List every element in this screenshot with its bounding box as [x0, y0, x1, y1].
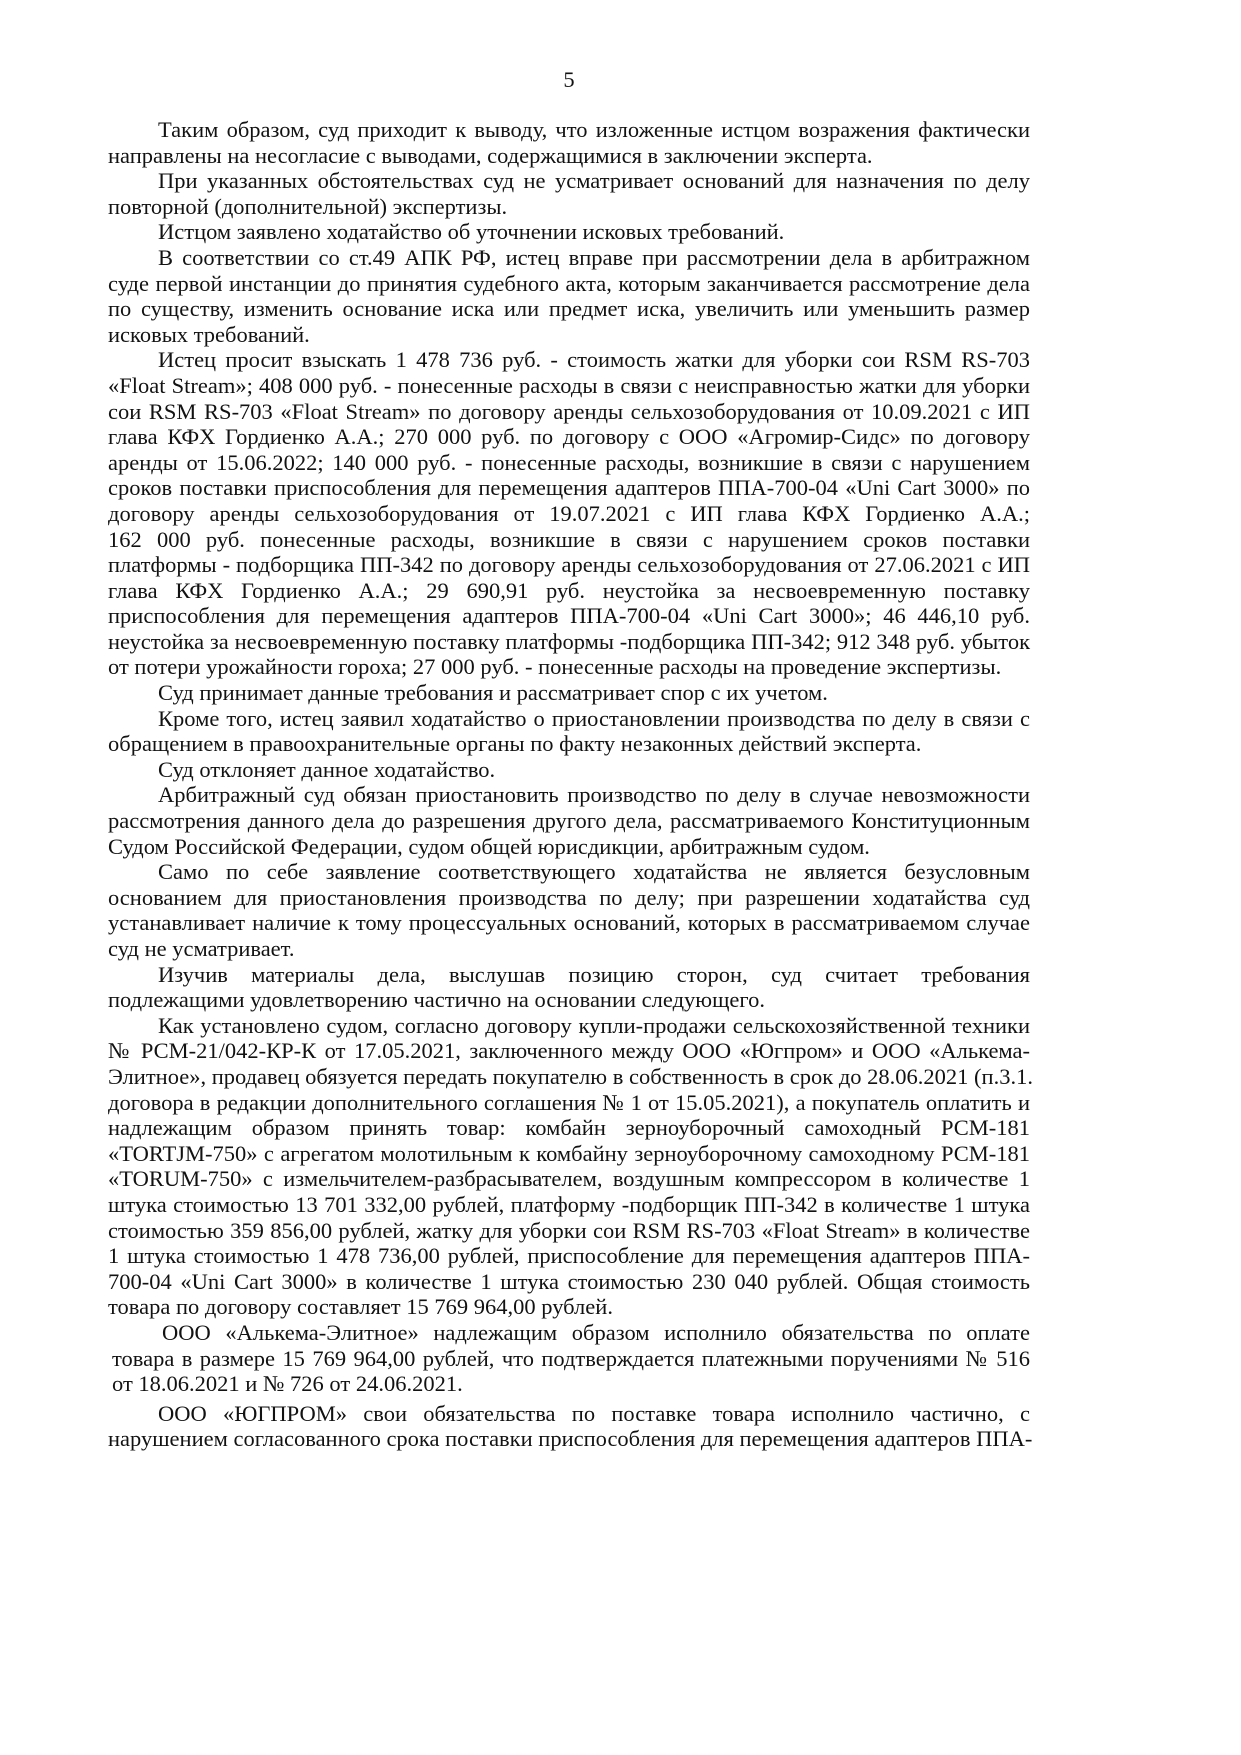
- text-line: Судом Российской Федерации, судом общей юрисдикции, арбитражным судом.: [108, 833, 870, 859]
- paragraph: [108, 1320, 1030, 1397]
- text-line: повторной (дополнительной) экспертизы.: [108, 193, 508, 219]
- text-line: глава КФХ Гордиенко А.А.; 270 000 руб. по договору с ООО «Агромир-Сидс» по договору: [108, 424, 1030, 450]
- text-line: Суд принимает данные требования и рассматривает спор с их учетом.: [158, 680, 828, 706]
- text-line: штука стоимостью 13 701 332,00 рублей, платформу -подборщик ПП-342 в количестве 1 штука: [108, 1191, 1030, 1217]
- text-line: сои RSM RS-703 «Float Stream» по договору аренды сельхозоборудования от 10.09.2021 с ИП: [108, 398, 1030, 424]
- paragraph: [108, 757, 1030, 783]
- text-line: суде первой инстанции до принятия судебного акта, которым заканчивается рассмотрение дела: [108, 270, 1030, 296]
- text-line: Элитное», продавец обязуется передать покупателю в собственность в срок до 28.06.2021 (п.3.1.: [108, 1063, 1033, 1089]
- text-line: надлежащим образом принять товар: комбайн зерноуборочный самоходный РСМ-181: [108, 1115, 1030, 1141]
- paragraph: [108, 168, 1030, 219]
- text-line: договору аренды сельхозоборудования от 19.07.2021 с ИП глава КФХ Гордиенко А.А.;: [108, 500, 1030, 526]
- text-line: Как установлено судом, согласно договору купли-продажи сельскохозяйственной техники: [158, 1012, 1030, 1038]
- text-line: направлены на несогласие с выводами, содержащимися в заключении эксперта.: [108, 142, 873, 168]
- text-line: аренды от 15.06.2022; 140 000 руб. - понесенные расходы, возникшие в связи с нарушением: [108, 449, 1030, 475]
- text-line: 162 000 руб. понесенные расходы, возникшие в связи с нарушением сроков поставки: [108, 526, 1030, 552]
- text-line: При указанных обстоятельствах суд не усматривает оснований для назначения по делу: [158, 168, 1030, 194]
- paragraph: [108, 245, 1030, 347]
- text-line: рассмотрения данного дела до разрешения другого дела, рассматриваемого Конституционным: [108, 808, 1030, 834]
- text-line: неустойка за несвоевременную поставку платформы -подборщика ПП-342; 912 348 руб. убыток: [108, 628, 1030, 654]
- text-line: исковых требований.: [108, 321, 310, 347]
- text-line: ООО «ЮГПРОМ» свои обязательства по поставке товара исполнило частично, с: [158, 1400, 1030, 1426]
- paragraph: [108, 1012, 1033, 1320]
- text-line: В соответствии со ст.49 АПК РФ, истец вправе при рассмотрении дела в арбитражном: [158, 244, 1030, 270]
- paragraph: [108, 706, 1030, 757]
- text-line: платформы - подборщика ПП-342 по договору аренды сельхозоборудования от 27.06.2021 с ИП: [108, 552, 1030, 578]
- text-line: глава КФХ Гордиенко А.А.; 29 690,91 руб. неустойка за несвоевременную поставку: [108, 577, 1030, 603]
- text-line: основанием для приостановления производства по делу; при разрешении ходатайства суд: [108, 884, 1030, 910]
- text-line: обращением в правоохранительные органы по факту незаконных действий эксперта.: [108, 731, 922, 757]
- paragraph: [108, 1400, 1033, 1452]
- text-line: нарушением согласованного срока поставки приспособления для перемещения адаптеров ППА-: [108, 1426, 1033, 1452]
- text-line: Изучив материалы дела, выслушав позицию сторон, суд считает требования: [158, 961, 1030, 987]
- document-body: [108, 117, 1033, 1452]
- text-line: от 18.06.2021 и № 726 от 24.06.2021.: [112, 1371, 463, 1397]
- text-line: «TORUM-750» с измельчителем-разбрасывателем, воздушным компрессором в количестве 1: [108, 1166, 1030, 1192]
- paragraph: [108, 680, 1030, 706]
- text-line: товара в размере 15 769 964,00 рублей, что подтверждается платежными поручениями № 516: [112, 1345, 1030, 1371]
- text-line: № РСМ-21/042-КР-К от 17.05.2021, заключенного между ООО «Югпром» и ООО «Алькема-: [108, 1038, 1030, 1064]
- page-number: 5: [563, 67, 575, 92]
- text-line: Истцом заявлено ходатайство об уточнении исковых требований.: [158, 219, 785, 245]
- text-line: сроков поставки приспособления для перемещения адаптеров ППА-700-04 «Uni Cart 3000» по: [108, 475, 1030, 501]
- text-line: ООО «Алькема-Элитное» надлежащим образом исполнило обязательства по оплате: [162, 1319, 1030, 1345]
- text-line: 1 штука стоимостью 1 478 736,00 рублей, приспособление для перемещения адаптеров ППА-: [108, 1243, 1030, 1269]
- text-line: Таким образом, суд приходит к выводу, что изложенные истцом возражения фактически: [158, 117, 1030, 142]
- paragraph: [108, 347, 1030, 680]
- paragraph: [108, 117, 1030, 168]
- text-line: договора в редакции дополнительного соглашения № 1 от 15.05.2021), а покупатель оплатить и: [108, 1089, 1030, 1115]
- paragraph: [108, 962, 1030, 1013]
- text-line: товара по договору составляет 15 769 964,00 рублей.: [108, 1294, 613, 1320]
- text-line: подлежащими удовлетворению частично на основании следующего.: [108, 987, 765, 1013]
- text-line: суд не усматривает.: [108, 936, 295, 961]
- text-line: 700-04 «Uni Cart 3000» в количестве 1 штука стоимостью 230 040 рублей. Общая стоимость: [108, 1268, 1030, 1294]
- text-line: от потери урожайности гороха; 27 000 руб. - понесенные расходы на проведение экспертизы.: [108, 654, 1002, 680]
- text-line: Суд отклоняет данное ходатайство.: [158, 756, 496, 782]
- text-line: «TORTJM-750» с агрегатом молотильным к комбайну зерноуборочному самоходному РСМ-181: [108, 1140, 1030, 1166]
- paragraph: [108, 219, 1030, 245]
- text-line: Кроме того, истец заявил ходатайство о приостановлении производства по делу в связи с: [158, 705, 1030, 731]
- text-line: Арбитражный суд обязан приостановить производство по делу в случае невозможности: [158, 782, 1030, 808]
- paragraph: [108, 859, 1030, 961]
- text-line: по существу, изменить основание иска или предмет иска, увеличить или уменьшить размер: [108, 296, 1030, 322]
- text-line: устанавливает наличие к тому процессуальных оснований, которых в рассматриваемом случае: [108, 910, 1030, 936]
- text-line: Истец просит взыскать 1 478 736 руб. - стоимость жатки для уборки сои RSM RS-703: [158, 347, 1030, 373]
- text-line: «Float Stream»; 408 000 руб. - понесенные расходы в связи с неисправностью жатки для уборки: [108, 372, 1030, 398]
- paragraph: [108, 782, 1030, 859]
- text-line: стоимостью 359 856,00 рублей, жатку для уборки сои RSM RS-703 «Float Stream» в количестве: [108, 1217, 1030, 1243]
- text-line: приспособления для перемещения адаптеров ППА-700-04 «Uni Cart 3000»; 46 446,10 руб.: [108, 603, 1030, 629]
- text-line: Само по себе заявление соответствующего ходатайства не является безусловным: [158, 859, 1030, 885]
